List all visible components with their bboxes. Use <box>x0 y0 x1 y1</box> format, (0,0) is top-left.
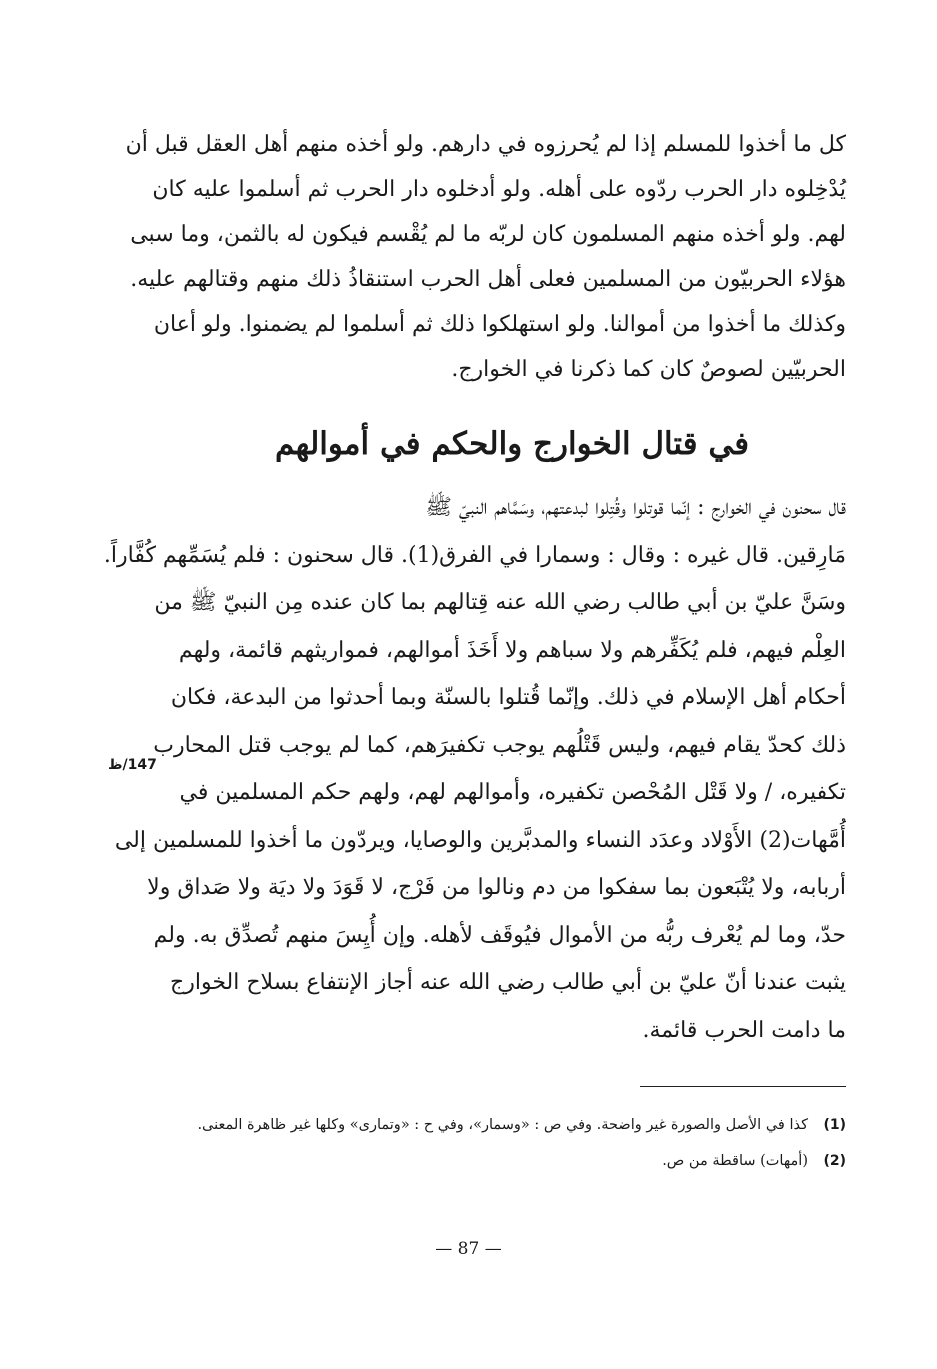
footnote-2 <box>178 1146 846 1176</box>
text-line: ما دامت الحرب قائمة. <box>642 1017 846 1043</box>
text-line: مَارِقين. قال غيره : وقال : وسمارا في الفرق(1). قال سحنون : فلم يُسَمِّهم كُفَّاراً. <box>103 542 846 568</box>
text-line: وكذلك ما أخذوا من أموالنا. ولو استهلكوا ذلك ثم أسلموا لم يضمنوا. ولو أعان <box>153 312 846 337</box>
footnote-number: (1) <box>823 1117 846 1133</box>
text-line: أحكام أهل الإسلام في ذلك. وإنّما قُتلوا بالسنّة وبما أحدثوا من البدعة، فكان <box>170 685 846 710</box>
footnotes <box>178 1110 846 1182</box>
text-line: العِلْم فيهم، فلم يُكَفِّرهم ولا سباهم ولا أَخَذَ أموالهم، فمواريثهم قائمة، ولهم <box>178 637 846 663</box>
text-line: الحربيّين لصوصٌ كان كما ذكرنا في الخوارج. <box>451 357 846 382</box>
text-line: تكفيره، / ولا قَتْل المُحْصن تكفيره، وأموالهم لهم، ولهم حكم المسلمين في <box>179 780 846 805</box>
text-line: ذلك كحدّ يقام فيهم، وليس قَتْلُهم يوجب تكفيرَهم، كما لم يوجب قتل المحارب <box>153 732 846 758</box>
paragraph-1 <box>125 122 846 392</box>
text-line: لهم. ولو أخذه منهم المسلمون كان لربّه ما لم يُقْسم فيكون له بالثمن، وما سبى <box>130 222 846 247</box>
footnote-1 <box>178 1110 846 1140</box>
manuscript-folio-note: 147/ظ <box>108 757 157 773</box>
text-line: حدّ، وما لم يُعْرف ربُّه من الأموال فيُوقَف لأهله. وإن أُيِسَ منهم تُصدِّق به. ولم <box>153 922 846 948</box>
section-heading: في قتال الخوارج والحكم في أموالهم <box>274 426 750 462</box>
footnote-text: (أمهات) ساقطة من ص. <box>662 1153 808 1169</box>
footnote-separator <box>640 1086 846 1087</box>
text-line: أربابه، ولا يُتْبَعون بما سفكوا من دم ونالوا من فَرْج، لا قَوَدَ ولا ديَة ولا صَداق ولا <box>147 875 846 900</box>
text-line: قال سحنون في الخوارج : إنّما قوتلوا وقُتِلوا لبدعتهم، وسَمَّاهم النبيّ ﷺ <box>425 495 846 520</box>
footnote-number: (2) <box>823 1153 846 1169</box>
text-line: يثبت عندنا أنّ عليّ بن أبي طالب رضي الله عنه أجاز الإنتفاع بسلاح الخوارج <box>170 970 846 995</box>
text-line: أُمَّهات(2) الأَوْلاد وعدَد النساء والمدبَّرين والوصايا، ويردّون ما أخذوا للمسلمين إلى <box>114 827 846 853</box>
footnote-text: كذا في الأصل والصورة غير واضحة. وفي ص : «وسمار»، وفي ح : «وتمارى» وكلها غير ظاهرة المعنى. <box>197 1117 808 1133</box>
text-line: وسَنَّ عليّ بن أبي طالب رضي الله عنه قِتالهم بما كان عنده مِن النبيّ ﷺ من <box>154 590 846 615</box>
text-line: يُدْخِلوه دار الحرب ردّوه على أهله. ولو أدخلوه دار الحرب ثم أسلموا عليه كان <box>152 177 846 202</box>
page-number: — 87 — <box>435 1239 502 1259</box>
text-line: هؤلاء الحربيّون من المسلمين فعلى أهل الحرب استنقاذُ ذلك منهم وقتالهم عليه. <box>130 267 846 292</box>
text-line: كل ما أخذوا للمسلم إذا لم يُحرزوه في دارهم. ولو أخذه منهم أهل العقل قبل أن <box>125 132 846 157</box>
